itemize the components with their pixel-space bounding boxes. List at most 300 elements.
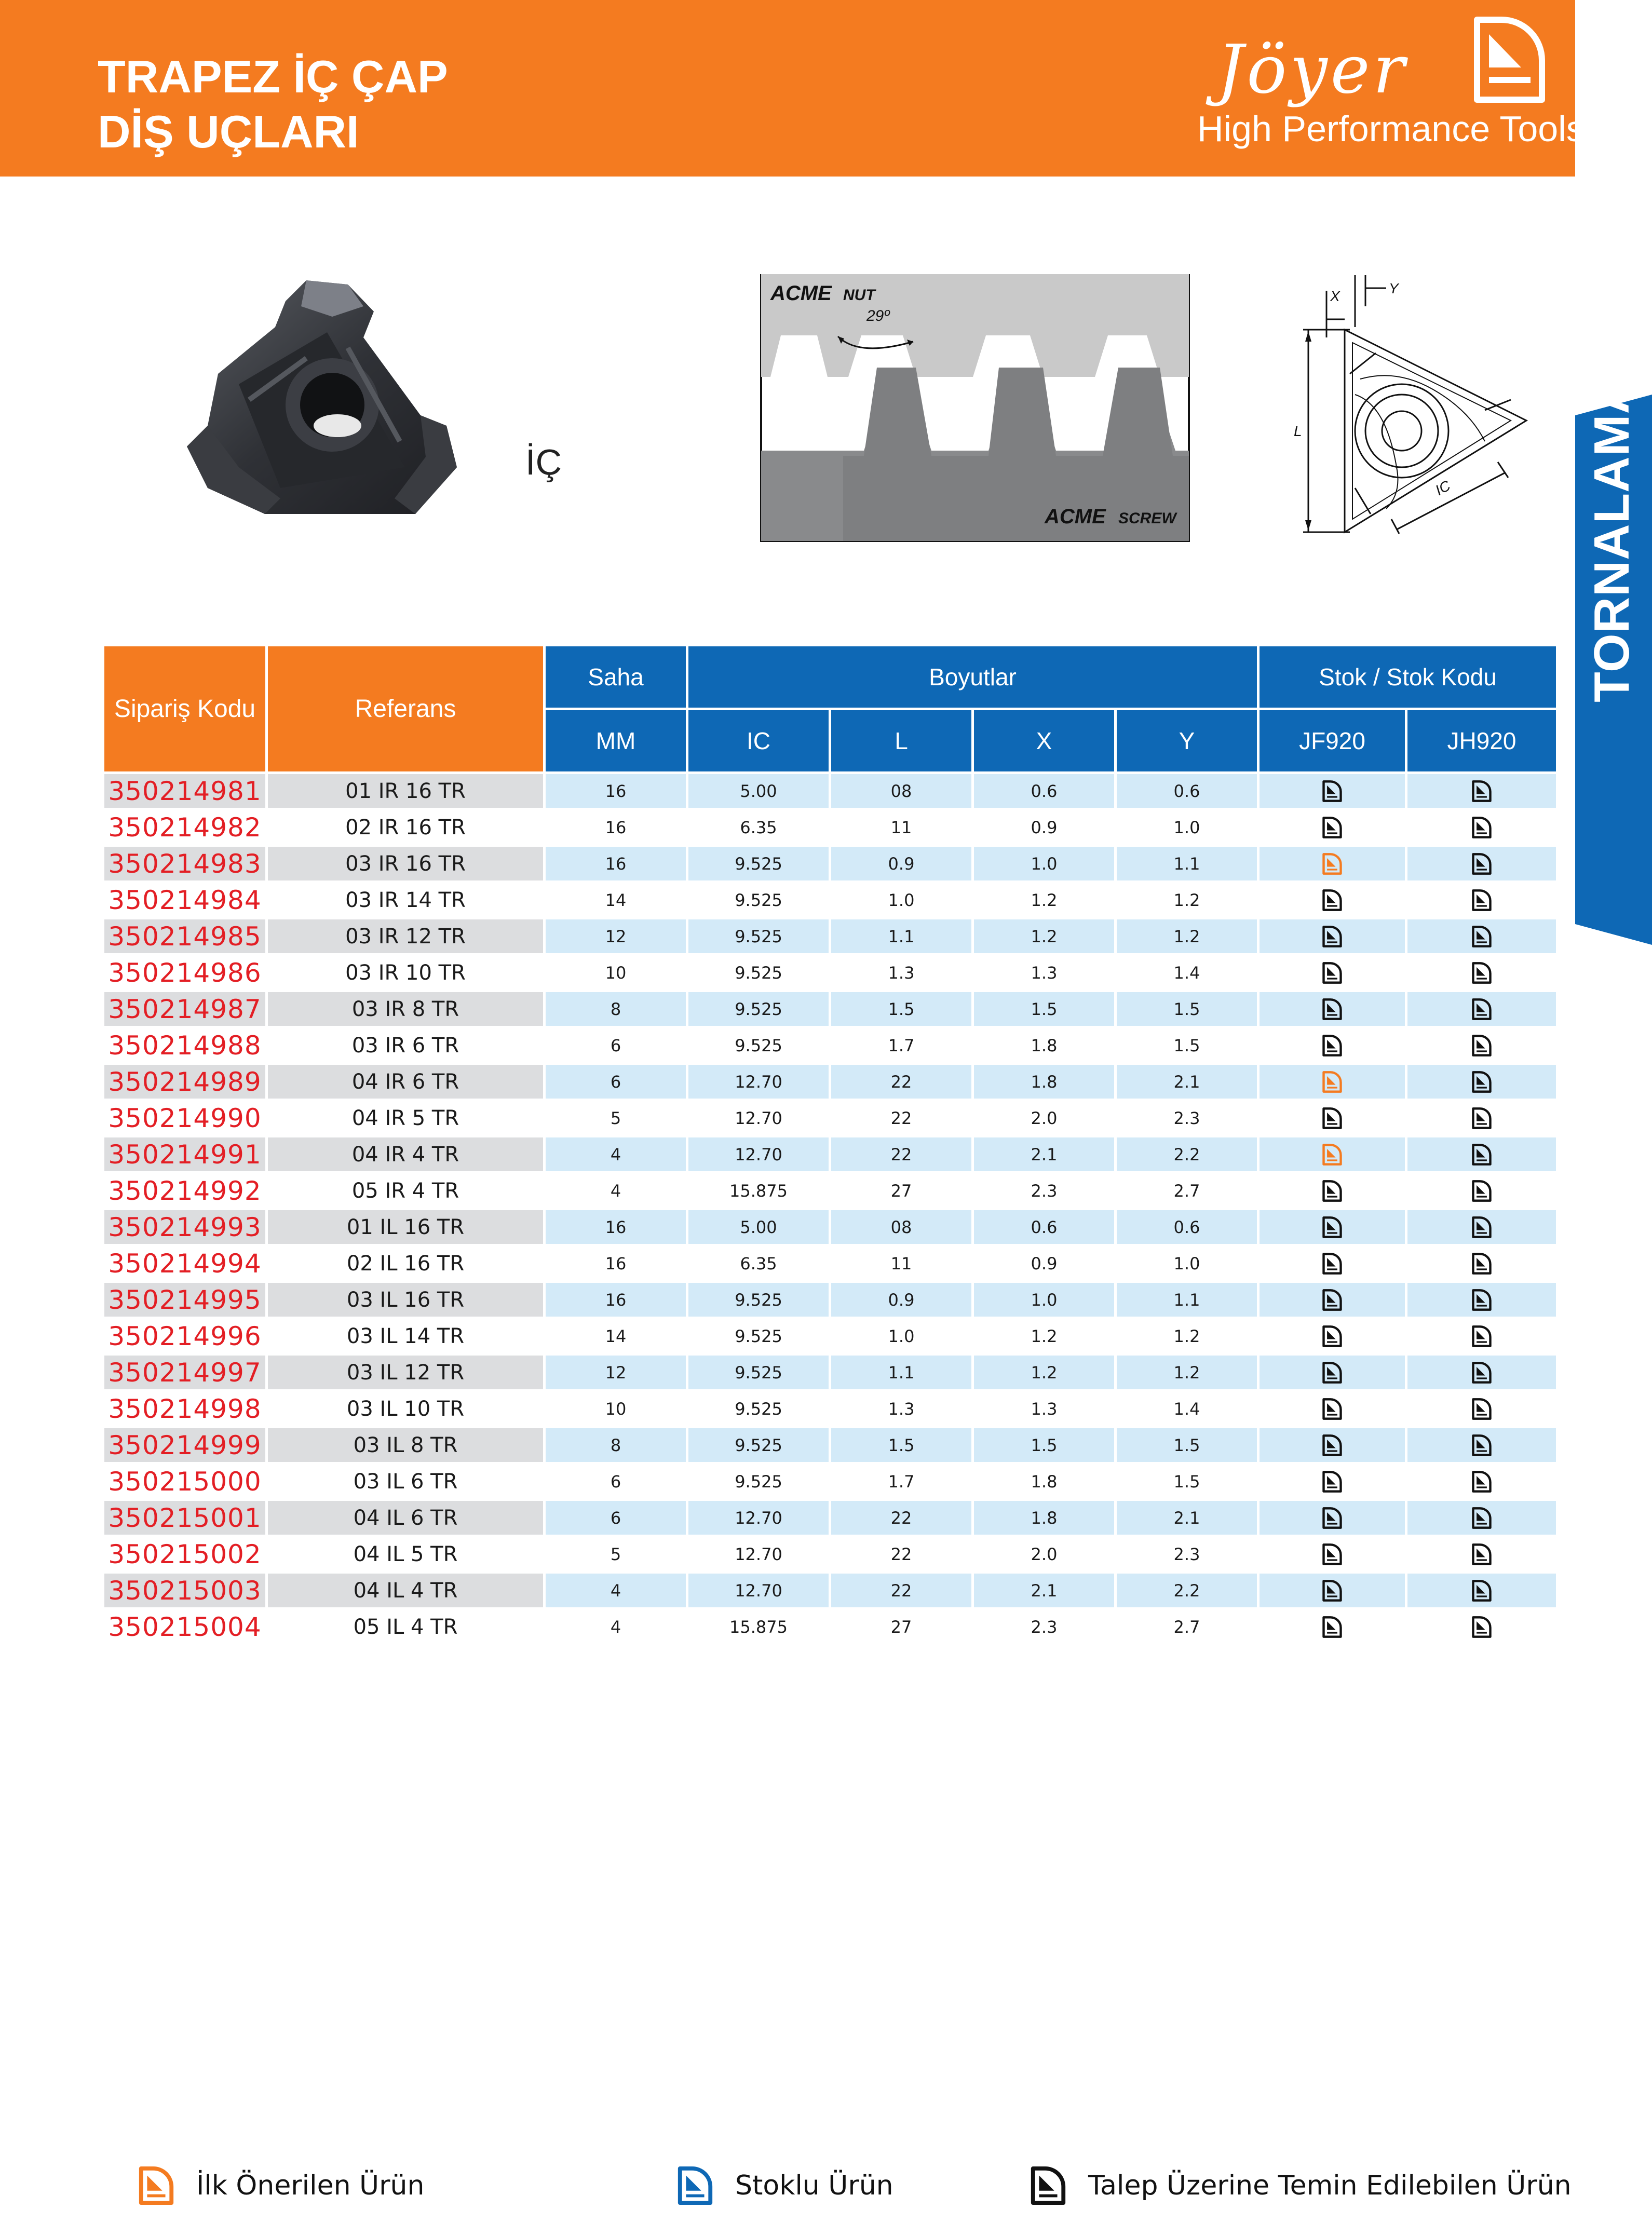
on-request-stock-icon: [1321, 1252, 1344, 1275]
on-request-stock-icon: [1470, 1143, 1493, 1166]
on-request-stock-icon: [1321, 1216, 1344, 1239]
jf920-stock-cell: [1260, 1465, 1405, 1498]
l-value: 08: [831, 774, 971, 808]
insert-photo: [177, 270, 488, 519]
brand-tagline: High Performance Tools: [1197, 109, 1585, 149]
y-value: 2.1: [1117, 1501, 1257, 1535]
l-value: 1.1: [831, 919, 971, 953]
table-row: [104, 1574, 1556, 1607]
acme-angle: 29º: [866, 307, 890, 324]
ic-value: 12.70: [735, 1544, 782, 1564]
l-value: 11: [890, 1253, 912, 1273]
reference: 03 IR 12 TR: [268, 919, 543, 953]
jh920-stock-cell: [1407, 1101, 1556, 1135]
y-value: 1.5: [1173, 1471, 1200, 1492]
y-value: 0.6: [1117, 1210, 1257, 1244]
jf920-stock-cell: [1260, 1392, 1405, 1426]
acme-screw-sub: SCREW: [1118, 510, 1176, 527]
x-value: 1.5: [974, 1428, 1114, 1462]
reference: 01 IR 16 TR: [268, 774, 543, 808]
mm-value: 14: [605, 890, 627, 910]
mm-value: 10: [605, 1399, 627, 1419]
on-request-stock-icon: [1321, 1616, 1344, 1638]
mm-value: 6: [546, 1501, 686, 1535]
l-value: 08: [831, 1210, 971, 1244]
jh920-stock-cell: [1407, 1028, 1556, 1062]
l-value: 22: [831, 1501, 971, 1535]
reference: 01 IL 16 TR: [268, 1210, 543, 1244]
on-request-stock-icon: [1470, 780, 1493, 803]
y-value: 2.3: [1173, 1108, 1200, 1128]
on-request-stock-icon: [1470, 1616, 1493, 1638]
table-row: [104, 1319, 1556, 1353]
brand-logo-icon: [1469, 16, 1547, 104]
on-request-stock-icon: [1470, 816, 1493, 839]
on-request-stock-icon: [1470, 1507, 1493, 1529]
order-code: 350215001: [104, 1501, 265, 1535]
table-row: [104, 956, 1556, 990]
on-request-stock-icon: [1321, 925, 1344, 948]
ic-value: 9.525: [735, 1035, 782, 1055]
ic-value: 9.525: [735, 963, 782, 983]
ic-value: 9.525: [688, 992, 829, 1026]
on-request-stock-icon: [1321, 1579, 1344, 1602]
order-code: 350214987: [104, 992, 265, 1026]
table-row: [104, 1392, 1556, 1426]
jf920-stock-cell: [1260, 1428, 1405, 1462]
ic-value: 9.525: [688, 1356, 829, 1389]
jf920-stock-cell: [1260, 956, 1405, 990]
x-value: 1.5: [974, 992, 1114, 1026]
acme-nut-sub: NUT: [843, 287, 875, 304]
on-request-stock-icon: [1470, 889, 1493, 912]
jf920-stock-cell: [1260, 1283, 1405, 1317]
dim-y-label: Y: [1389, 280, 1399, 296]
header-referans: Referans: [268, 646, 543, 771]
recommended-stock-icon: [1321, 1143, 1344, 1166]
table-row: [104, 1028, 1556, 1062]
acme-screw-label: ACME: [1045, 505, 1106, 528]
l-value: 22: [890, 1544, 912, 1564]
jf920-stock-cell: [1260, 883, 1405, 917]
x-value: 2.1: [974, 1137, 1114, 1171]
jh920-stock-cell: [1407, 1610, 1556, 1644]
x-value: 1.3: [1031, 963, 1058, 983]
jf920-stock-cell: [1260, 1174, 1405, 1208]
jh920-stock-cell: [1407, 1174, 1556, 1208]
order-code: 350214997: [104, 1356, 265, 1389]
on-request-stock-icon: [1470, 1543, 1493, 1566]
order-code: 350214989: [104, 1065, 265, 1099]
mm-value: 16: [546, 774, 686, 808]
jh920-stock-cell: [1407, 919, 1556, 953]
header-x: X: [974, 710, 1114, 771]
ic-value: 9.525: [688, 919, 829, 953]
y-value: 1.2: [1173, 890, 1200, 910]
order-code: 350214996: [108, 1321, 262, 1351]
jf920-stock-cell: [1260, 1356, 1405, 1389]
on-request-stock-icon: [1470, 998, 1493, 1021]
ic-value: 12.70: [688, 1501, 829, 1535]
x-value: 1.2: [1031, 890, 1058, 910]
y-value: 0.6: [1117, 774, 1257, 808]
on-request-stock-icon: [1470, 925, 1493, 948]
header-siparis-kodu: Sipariş Kodu: [104, 646, 265, 771]
order-code: 350215000: [108, 1466, 262, 1497]
ic-value: 9.525: [735, 1471, 782, 1492]
jf920-stock-cell: [1260, 1610, 1405, 1644]
jh920-stock-cell: [1407, 992, 1556, 1026]
on-request-stock-icon: [1321, 889, 1344, 912]
table-row: [104, 1501, 1556, 1535]
reference: 03 IL 14 TR: [346, 1324, 465, 1348]
table-row: [104, 1137, 1556, 1171]
on-request-stock-icon: [1321, 780, 1344, 803]
on-request-stock-icon: [1321, 1180, 1344, 1202]
jf920-stock-cell: [1260, 992, 1405, 1026]
jh920-stock-cell: [1407, 1137, 1556, 1171]
table-row: [104, 1065, 1556, 1099]
order-code: 350214999: [104, 1428, 265, 1462]
ic-value: 12.70: [688, 1574, 829, 1607]
on-request-stock-icon: [1470, 1434, 1493, 1457]
jh920-stock-cell: [1407, 1356, 1556, 1389]
order-code: 350214992: [108, 1175, 262, 1206]
on-request-stock-icon: [1470, 852, 1493, 875]
jh920-stock-cell: [1407, 1392, 1556, 1426]
on-request-stock-icon: [1470, 1180, 1493, 1202]
y-value: 2.3: [1173, 1544, 1200, 1564]
legend-on-request-icon: [1028, 2163, 1068, 2209]
x-value: 2.3: [1031, 1617, 1058, 1637]
ic-value: 15.875: [729, 1181, 788, 1201]
reference: 04 IR 5 TR: [351, 1106, 459, 1130]
legend-stocked: [675, 2162, 893, 2209]
product-table-wrapper: [102, 644, 1559, 1646]
x-value: 1.2: [974, 1356, 1114, 1389]
reference: 03 IR 16 TR: [268, 847, 543, 880]
header-banner: [0, 0, 1585, 177]
on-request-stock-icon: [1470, 1252, 1493, 1275]
table-row: [104, 847, 1556, 880]
table-row: [104, 1247, 1556, 1280]
order-code: 350214982: [108, 812, 262, 843]
on-request-stock-icon: [1470, 1107, 1493, 1130]
y-value: 2.2: [1117, 1574, 1257, 1607]
x-value: 1.3: [1031, 1399, 1058, 1419]
mm-value: 16: [605, 817, 627, 837]
table-row: [104, 810, 1556, 844]
on-request-stock-icon: [1470, 961, 1493, 984]
jf920-stock-cell: [1260, 1065, 1405, 1099]
y-value: 1.2: [1117, 1356, 1257, 1389]
ic-value: 9.525: [688, 847, 829, 880]
on-request-stock-icon: [1470, 1579, 1493, 1602]
mm-value: 4: [610, 1617, 621, 1637]
on-request-stock-icon: [1321, 1470, 1344, 1493]
l-value: 1.5: [831, 1428, 971, 1462]
brand-name: Jöyer: [1217, 31, 1408, 109]
on-request-stock-icon: [1321, 1034, 1344, 1057]
y-value: 1.5: [1117, 1428, 1257, 1462]
on-request-stock-icon: [1321, 1107, 1344, 1130]
order-code: 350214993: [104, 1210, 265, 1244]
order-code: 350214985: [104, 919, 265, 953]
l-value: 0.9: [831, 1283, 971, 1317]
y-value: 2.2: [1117, 1137, 1257, 1171]
header-jf920: JF920: [1260, 710, 1405, 771]
mm-value: 5: [610, 1108, 621, 1128]
reference: 04 IL 5 TR: [353, 1542, 458, 1566]
l-value: 22: [890, 1108, 912, 1128]
mm-value: 10: [605, 963, 627, 983]
acme-thread-diagram: [760, 274, 1190, 542]
ic-value: 9.525: [688, 1283, 829, 1317]
jh920-stock-cell: [1407, 1537, 1556, 1571]
order-code: 350214984: [108, 885, 262, 915]
x-value: 0.6: [974, 774, 1114, 808]
order-code: 350214990: [108, 1103, 262, 1133]
page-title-line2: DİŞ UÇLARI: [98, 106, 359, 157]
x-value: 0.6: [974, 1210, 1114, 1244]
y-value: 2.7: [1173, 1181, 1200, 1201]
ic-value: 9.525: [735, 1399, 782, 1419]
y-value: 1.2: [1173, 1326, 1200, 1346]
dim-x-label: X: [1330, 288, 1340, 304]
jf920-stock-cell: [1260, 1319, 1405, 1353]
table-row: [104, 1465, 1556, 1498]
l-value: 0.9: [831, 847, 971, 880]
mm-value: 6: [546, 1065, 686, 1099]
on-request-stock-icon: [1470, 1398, 1493, 1420]
y-value: 1.0: [1173, 1253, 1200, 1273]
jf920-stock-cell: [1260, 1101, 1405, 1135]
ic-value: 5.00: [688, 774, 829, 808]
jh920-stock-cell: [1407, 774, 1556, 808]
ic-value: 15.875: [729, 1617, 788, 1637]
reference: 03 IR 10 TR: [345, 960, 466, 985]
table-row: [104, 1174, 1556, 1208]
reference: 03 IL 16 TR: [268, 1283, 543, 1317]
x-value: 1.0: [974, 847, 1114, 880]
y-value: 1.4: [1173, 1399, 1200, 1419]
legend-stocked-label: Stoklu Ürün: [735, 2170, 893, 2201]
x-value: 1.0: [974, 1283, 1114, 1317]
header-jh920: JH920: [1407, 710, 1556, 771]
header-l: L: [831, 710, 971, 771]
y-value: 1.5: [1117, 992, 1257, 1026]
reference: 03 IR 14 TR: [345, 888, 466, 912]
x-value: 1.8: [974, 1065, 1114, 1099]
legend-recommended-icon: [136, 2163, 177, 2209]
ic-value: 6.35: [740, 1253, 777, 1273]
header-boyutlar: Boyutlar: [688, 646, 1257, 708]
jh920-stock-cell: [1407, 956, 1556, 990]
table-row: [104, 883, 1556, 917]
order-code: 350214995: [104, 1283, 265, 1317]
order-code: 350214981: [104, 774, 265, 808]
on-request-stock-icon: [1321, 1398, 1344, 1420]
reference: 04 IR 6 TR: [268, 1065, 543, 1099]
on-request-stock-icon: [1470, 1325, 1493, 1348]
x-value: 1.8: [1031, 1035, 1058, 1055]
y-value: 2.7: [1173, 1617, 1200, 1637]
y-value: 1.5: [1173, 1035, 1200, 1055]
page-title: [98, 49, 448, 159]
mm-value: 16: [605, 1253, 627, 1273]
header-ic: IC: [688, 710, 829, 771]
ic-value: 9.525: [735, 890, 782, 910]
on-request-stock-icon: [1321, 1289, 1344, 1311]
l-value: 1.7: [888, 1471, 915, 1492]
on-request-stock-icon: [1321, 1361, 1344, 1384]
legend-on-request-label: Talep Üzerine Temin Edilebilen Ürün: [1088, 2170, 1572, 2201]
jf920-stock-cell: [1260, 919, 1405, 953]
x-value: 0.9: [1031, 817, 1058, 837]
order-code: 350214983: [104, 847, 265, 880]
jf920-stock-cell: [1260, 1028, 1405, 1062]
table-row: [104, 1428, 1556, 1462]
recommended-stock-icon: [1321, 1071, 1344, 1093]
on-request-stock-icon: [1470, 1216, 1493, 1239]
y-value: 1.0: [1173, 817, 1200, 837]
jh920-stock-cell: [1407, 1065, 1556, 1099]
l-value: 1.0: [888, 890, 915, 910]
mm-value: 14: [605, 1326, 627, 1346]
reference: 03 IR 8 TR: [268, 992, 543, 1026]
order-code: 350215004: [108, 1611, 262, 1642]
table-row: [104, 919, 1556, 953]
table-row: [104, 1356, 1556, 1389]
mm-value: 16: [546, 847, 686, 880]
jf920-stock-cell: [1260, 1537, 1405, 1571]
mm-value: 4: [546, 1574, 686, 1607]
reference: 04 IR 4 TR: [268, 1137, 543, 1171]
ic-value: 9.525: [688, 1428, 829, 1462]
mm-value: 6: [610, 1471, 621, 1492]
order-code: 350214991: [104, 1137, 265, 1171]
reference: 05 IR 4 TR: [351, 1178, 459, 1203]
ic-value: 9.525: [735, 1326, 782, 1346]
x-value: 2.3: [1031, 1181, 1058, 1201]
legend-recommended-label: İlk Önerilen Ürün: [196, 2170, 425, 2201]
insert-dimension-diagram: [1267, 270, 1537, 545]
mm-value: 4: [610, 1181, 621, 1201]
mm-value: 16: [546, 1283, 686, 1317]
order-code: 350214988: [108, 1030, 262, 1061]
on-request-stock-icon: [1470, 1289, 1493, 1311]
jf920-stock-cell: [1260, 810, 1405, 844]
mm-value: 6: [610, 1035, 621, 1055]
on-request-stock-icon: [1470, 1470, 1493, 1493]
table-row: [104, 774, 1556, 808]
table-row: [104, 1101, 1556, 1135]
jf920-stock-cell: [1260, 847, 1405, 880]
reference: 04 IL 6 TR: [268, 1501, 543, 1535]
on-request-stock-icon: [1321, 1325, 1344, 1348]
table-row: [104, 1210, 1556, 1244]
jf920-stock-cell: [1260, 774, 1405, 808]
product-table-body: [104, 774, 1556, 1644]
acme-nut-label: ACME: [770, 282, 832, 305]
y-value: 1.2: [1117, 919, 1257, 953]
l-value: 1.7: [888, 1035, 915, 1055]
jh920-stock-cell: [1407, 1319, 1556, 1353]
reference: 02 IR 16 TR: [345, 815, 466, 839]
jf920-stock-cell: [1260, 1137, 1405, 1171]
table-row: [104, 1283, 1556, 1317]
reference: 03 IL 12 TR: [268, 1356, 543, 1389]
reference: 03 IL 10 TR: [346, 1397, 465, 1421]
reference: 05 IL 4 TR: [353, 1615, 458, 1639]
x-value: 1.2: [974, 919, 1114, 953]
mm-value: 12: [546, 1356, 686, 1389]
x-value: 0.9: [1031, 1253, 1058, 1273]
reference: 03 IL 8 TR: [268, 1428, 543, 1462]
legend-recommended: [136, 2162, 424, 2209]
y-value: 1.1: [1117, 847, 1257, 880]
reference: 03 IL 6 TR: [353, 1469, 458, 1494]
jf920-stock-cell: [1260, 1210, 1405, 1244]
reference: 02 IL 16 TR: [346, 1251, 465, 1276]
mm-value: 12: [546, 919, 686, 953]
header-y: Y: [1117, 710, 1257, 771]
x-value: 2.1: [974, 1574, 1114, 1607]
mm-value: 16: [546, 1210, 686, 1244]
jf920-stock-cell: [1260, 1574, 1405, 1607]
jh920-stock-cell: [1407, 883, 1556, 917]
recommended-stock-icon: [1321, 852, 1344, 875]
ic-value: 6.35: [740, 817, 777, 837]
jh920-stock-cell: [1407, 1247, 1556, 1280]
l-value: 27: [890, 1181, 912, 1201]
ic-value: 12.70: [688, 1137, 829, 1171]
table-row: [104, 1537, 1556, 1571]
jh920-stock-cell: [1407, 1283, 1556, 1317]
order-code: 350215002: [108, 1539, 262, 1569]
on-request-stock-icon: [1321, 1507, 1344, 1529]
table-row: [104, 992, 1556, 1026]
l-value: 27: [890, 1617, 912, 1637]
on-request-stock-icon: [1470, 1361, 1493, 1384]
jf920-stock-cell: [1260, 1501, 1405, 1535]
l-value: 22: [831, 1574, 971, 1607]
ic-value: 12.70: [735, 1108, 782, 1128]
on-request-stock-icon: [1321, 816, 1344, 839]
l-value: 1.3: [888, 963, 915, 983]
page-title-line1: TRAPEZ İÇ ÇAP: [98, 51, 448, 102]
dim-ic-label: IC: [1432, 477, 1453, 498]
x-value: 2.0: [1031, 1544, 1058, 1564]
l-value: 1.5: [831, 992, 971, 1026]
l-value: 1.3: [888, 1399, 915, 1419]
l-value: 22: [831, 1065, 971, 1099]
y-value: 2.1: [1117, 1065, 1257, 1099]
mm-value: 4: [546, 1137, 686, 1171]
header-saha: Saha: [546, 646, 686, 708]
mm-value: 8: [546, 992, 686, 1026]
jh920-stock-cell: [1407, 1428, 1556, 1462]
l-value: 22: [831, 1137, 971, 1171]
ic-value: 5.00: [688, 1210, 829, 1244]
header-mm: MM: [546, 710, 686, 771]
on-request-stock-icon: [1321, 998, 1344, 1021]
mm-value: 8: [546, 1428, 686, 1462]
reference: 04 IL 4 TR: [268, 1574, 543, 1607]
order-code: 350215003: [104, 1574, 265, 1607]
l-value: 1.1: [831, 1356, 971, 1389]
side-tab-label: TORNALAMA: [1584, 377, 1640, 702]
